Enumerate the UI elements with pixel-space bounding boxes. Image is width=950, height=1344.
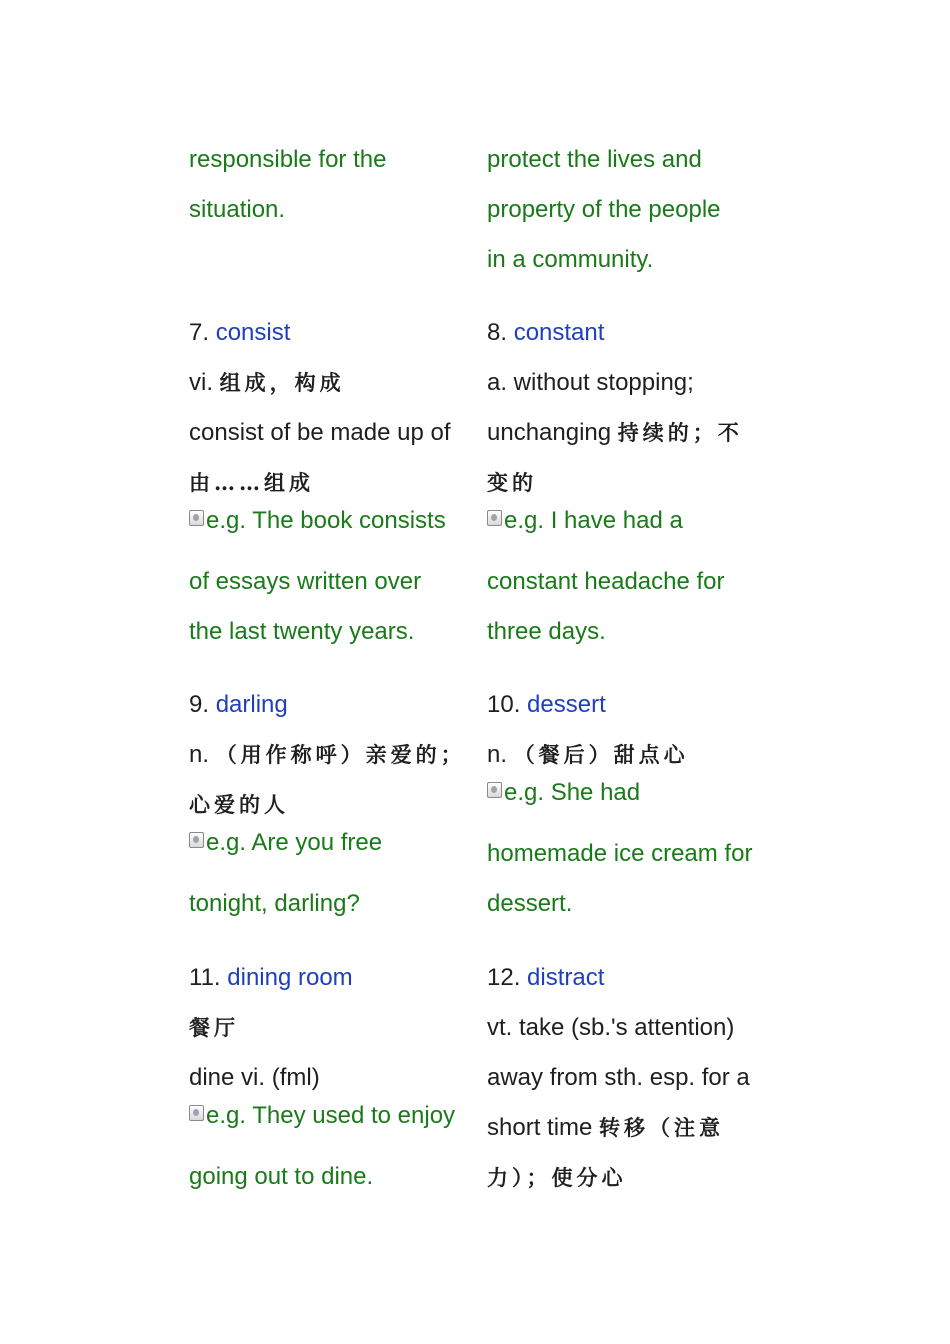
entry-word: constant: [513, 319, 605, 346]
entry-word: dessert: [527, 691, 606, 718]
entry-heading: [487, 690, 606, 720]
example-line: e.g. The book consists: [189, 506, 446, 536]
entry-heading: [487, 963, 604, 993]
definition-en: vt. take (sb.'s attention): [487, 1014, 735, 1041]
entry-word: dining room: [227, 964, 353, 991]
definition-line: [189, 1063, 320, 1093]
example-line: tonight, darling?: [189, 890, 360, 917]
entry-word: distract: [527, 964, 605, 991]
example-icon: [189, 1105, 204, 1121]
example-line: of essays written over: [189, 568, 422, 595]
example-line: the last twenty years.: [189, 618, 415, 645]
entry-number: 7.: [189, 319, 210, 346]
entry-number: 10.: [487, 691, 521, 718]
example-line: homemade ice cream for: [487, 840, 753, 867]
entry-heading: [189, 690, 288, 720]
example-icon: [487, 510, 502, 526]
example-icon: [189, 510, 204, 526]
entry-heading: [189, 963, 353, 993]
definition-line: [189, 740, 466, 770]
entry-word: consist: [215, 319, 291, 346]
definition-cn: 变的: [487, 470, 537, 495]
definition-cn: 持续的；不: [617, 420, 743, 445]
definition-en: n.: [189, 741, 216, 768]
definition-line: [487, 468, 537, 498]
example-line: three days.: [487, 618, 606, 645]
entry-heading: [189, 318, 290, 348]
entry-word: darling: [215, 691, 288, 718]
example-line: situation.: [189, 196, 286, 223]
entry-number: 8.: [487, 319, 508, 346]
definition-cn: 餐厅: [189, 1015, 239, 1040]
example-line: responsible for the: [189, 146, 387, 173]
definition-en: dine vi. (fml): [189, 1064, 320, 1091]
definition-cn: 由……组成: [189, 470, 314, 495]
definition-line: [487, 368, 694, 398]
entry-number: 11.: [189, 964, 221, 991]
definition-en: vi.: [189, 369, 220, 396]
definition-line: [189, 468, 314, 498]
definition-line: [487, 418, 743, 448]
example-line: e.g. She had: [487, 778, 640, 808]
definition-line: [189, 368, 345, 398]
example-line: constant headache for: [487, 568, 725, 595]
definition-cn: 组成，构成: [219, 370, 345, 395]
definition-line: [487, 1063, 750, 1093]
example-line: e.g. They used to enjoy: [189, 1101, 455, 1131]
entry-heading: [487, 318, 604, 348]
example-line: dessert.: [487, 890, 573, 917]
example-line: protect the lives and: [487, 146, 702, 173]
definition-line: [189, 418, 451, 448]
definition-line: [189, 790, 289, 820]
definition-en: short time: [487, 1114, 600, 1141]
definition-cn: 力）；使分心: [487, 1165, 627, 1190]
example-line: property of the people: [487, 196, 721, 223]
entry-number: 9.: [189, 691, 210, 718]
definition-line: [189, 1013, 239, 1043]
example-icon: [487, 782, 502, 798]
definition-en: away from sth. esp. for a: [487, 1064, 750, 1091]
definition-line: [487, 1013, 734, 1043]
definition-line: [487, 740, 689, 770]
definition-cn: 心爱的人: [189, 792, 289, 817]
definition-en: a. without stopping;: [487, 369, 694, 396]
example-line: e.g. Are you free: [189, 828, 382, 858]
entry-number: 12.: [487, 964, 521, 991]
example-line: in a community.: [487, 246, 654, 273]
definition-cn: （餐后）甜点心: [513, 742, 689, 767]
definition-line: [487, 1113, 724, 1143]
definition-cn: （用作称呼）亲爱的；: [215, 742, 466, 767]
example-icon: [189, 832, 204, 848]
definition-en: consist of be made up of: [189, 419, 451, 446]
definition-cn: 转移（注意: [599, 1115, 725, 1140]
example-line: e.g. I have had a: [487, 506, 683, 536]
example-line: going out to dine.: [189, 1163, 374, 1190]
definition-en: unchanging: [487, 419, 618, 446]
definition-en: n.: [487, 741, 514, 768]
definition-line: [487, 1163, 627, 1193]
